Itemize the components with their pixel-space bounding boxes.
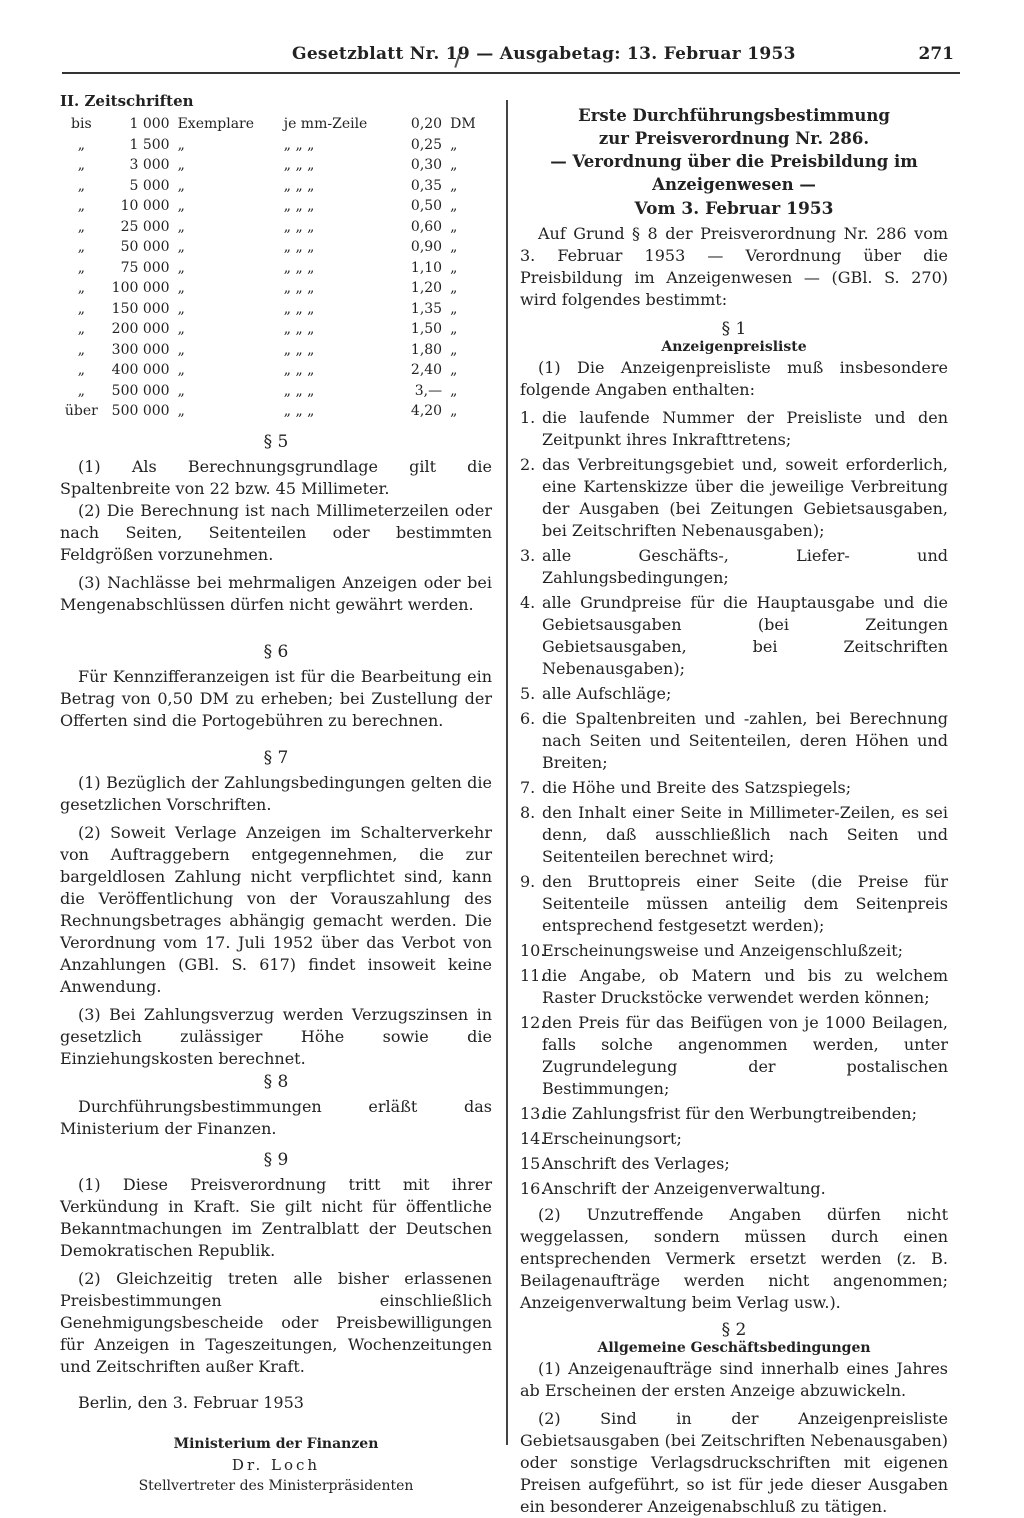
rate-cell-je: „ „ „ (283, 177, 315, 194)
list-item-text: Erscheinungsort; (542, 1129, 682, 1148)
rate-cell-num: 75 000 (120, 259, 170, 276)
s5-paragraph-1: (1) Als Berechnungsgrundlage gilt die Spaltenbreite von 22 bzw. 45 Millimeter. (60, 456, 492, 498)
rate-cell-num: 5 000 (129, 177, 170, 194)
s1-paragraph-1: (1) Die Anzeigenpreisliste muß insbesondere folgende Angaben enthalten: (520, 358, 948, 399)
section-7-mark: § 7 (263, 747, 289, 768)
list-item (520, 940, 948, 962)
s1-paragraph-2: (2) Unzutreffende Angaben dürfen nicht weggelassen, sondern müssen durch einen entsprechenden Vermerk ersetzt werden (z. B. Beilagenaufträge werden nicht angenommen; Anzeigenverwaltung beim Verlag usw.). (520, 1205, 948, 1312)
rate-cell-dm: „ (450, 177, 458, 194)
list-item (520, 592, 948, 680)
rate-cell-pre: „ (77, 280, 85, 296)
rate-cell-pre: „ (77, 321, 85, 337)
signature-block (60, 1434, 492, 1497)
rate-row (60, 299, 492, 320)
rate-cell-pre: „ (77, 362, 85, 378)
list-item (520, 708, 948, 774)
rate-cell-dm: „ (450, 136, 458, 153)
list-item-text: die laufende Nummer der Preisliste und den Zeitpunkt ihres Inkrafttretens; (542, 408, 948, 449)
place-date: Berlin, den 3. Februar 1953 (78, 1392, 304, 1412)
rate-cell-num: 50 000 (120, 239, 170, 255)
list-item-text: Erscheinungsweise und Anzeigenschlußzeit; (542, 941, 904, 960)
rate-row (60, 381, 492, 402)
rate-cell-ex: „ (177, 341, 185, 358)
list-item (520, 407, 948, 451)
rate-cell-ex: „ (177, 300, 185, 317)
rate-cell-je: „ „ „ (283, 382, 315, 399)
title-line-2: zur Preisverordnung Nr. 286. (598, 129, 870, 148)
rate-cell-num: 25 000 (120, 218, 170, 235)
rate-row (60, 135, 492, 156)
signature-name: Dr. Loch (231, 1455, 321, 1474)
rate-cell-ex: „ (177, 157, 185, 173)
list-item-number: 9. (520, 872, 536, 891)
list-item (520, 1178, 948, 1200)
list-item-text: die Höhe und Breite des Satzspiegels; (542, 778, 852, 797)
section-2-mark: § 2 (721, 1320, 747, 1340)
s5-paragraph-3: (3) Nachlässe bei mehrmaligen Anzeigen oder bei Mengenabschlüssen dürfen nicht gewährt werden. (60, 572, 492, 614)
right-column (520, 104, 948, 1518)
rate-cell-je: je mm-Zeile (283, 116, 368, 132)
rate-cell-dm: „ (450, 198, 458, 214)
list-item (520, 777, 948, 799)
rate-cell-price: 0,30 (410, 157, 443, 173)
section-9-mark: § 9 (263, 1149, 289, 1170)
title-date: Vom 3. Februar 1953 (634, 199, 834, 219)
s9-paragraph-2: (2) Gleichzeitig treten alle bisher erlassenen Preisbestimmungen einschließlich Genehmigungsbescheide oder Preisbewilligungen für Anzeigen in Tageszeitungen, Wochenzeitungen und Zeitschriften außer Kraft. (60, 1268, 492, 1376)
rate-cell-dm: „ (450, 403, 458, 419)
rate-row (60, 401, 492, 422)
s6-paragraph-1: Für Kennzifferanzeigen ist für die Bearbeitung ein Betrag von 0,50 DM zu erheben; bei Zustellung der Offerten sind die Portogebühren zu berechnen. (60, 666, 492, 730)
rate-cell-ex: „ (177, 259, 185, 276)
rate-row (60, 237, 492, 258)
rate-row (60, 319, 492, 340)
rate-cell-num: 500 000 (111, 403, 170, 419)
rate-cell-price: 0,25 (410, 136, 443, 153)
rate-cell-ex: „ (177, 362, 185, 378)
rate-cell-je: „ „ „ (283, 341, 315, 358)
rate-cell-ex: „ (177, 218, 185, 235)
rate-cell-ex: „ (177, 198, 185, 214)
rate-cell-price: 0,35 (410, 177, 443, 194)
rate-cell-dm: „ (450, 218, 458, 235)
s9-paragraph-1: (1) Diese Preisverordnung tritt mit ihrer Verkündung in Kraft. Sie gilt nicht für öffentliche Bekanntmachungen im Zentralblatt der Deutschen Demokratischen Republik. (60, 1174, 492, 1260)
rate-cell-price: 1,50 (410, 321, 443, 337)
rate-cell-je: „ „ „ (283, 280, 315, 296)
s7-paragraph-3: (3) Bei Zahlungsverzug werden Verzugszinsen in gesetzlich zulässiger Höhe sowie die Einziehungskosten berechnet. (60, 1004, 492, 1068)
rate-cell-price: 0,60 (410, 218, 443, 235)
list-item (520, 1012, 948, 1100)
s8-paragraph-1: Durchführungsbestimmungen erläßt das Ministerium der Finanzen. (60, 1096, 492, 1138)
rate-cell-dm: „ (450, 362, 458, 378)
section-1-mark: § 1 (721, 319, 747, 339)
list-item-text: den Preis für das Beifügen von je 1000 Beilagen, falls solche angenommen werden, unter Zugrundelegung der postalischen Bestimmungen; (542, 1013, 948, 1098)
rate-cell-pre: „ (77, 177, 85, 194)
rate-cell-je: „ „ „ (283, 300, 315, 317)
list-item-number: 16. (520, 1179, 546, 1198)
rate-cell-price: 3,— (414, 382, 443, 399)
list-item-number: 13. (520, 1104, 546, 1123)
rate-cell-ex: „ (177, 382, 185, 399)
rate-cell-price: 1,80 (410, 341, 443, 358)
s2-paragraph-2: (2) Sind in der Anzeigenpreisliste Gebietsausgaben (bei Zeitschriften Nebenausgaben) oder sonstige Verlagsdruckschriften mit eigenen Preisen aufgeführt, so ist für jede dieser Ausgaben ein besonderer Anzeigenabschluß zu tätigen. (520, 1409, 948, 1516)
rate-cell-pre: „ (77, 259, 85, 276)
rate-cell-je: „ „ „ (283, 198, 315, 214)
section-5-mark: § 5 (263, 431, 289, 452)
rate-cell-ex: „ (177, 403, 185, 419)
rate-cell-price: 4,20 (410, 403, 443, 419)
rate-row (60, 360, 492, 381)
rate-row (60, 258, 492, 279)
title-line-1: Erste Durchführungsbestimmung (578, 106, 890, 125)
rate-cell-je: „ „ „ (283, 362, 315, 378)
list-item-number: 6. (520, 709, 536, 728)
rate-cell-pre: „ (77, 218, 85, 235)
list-item (520, 454, 948, 542)
s7-paragraph-1: (1) Bezüglich der Zahlungsbedingungen gelten die gesetzlichen Vorschriften. (60, 772, 492, 814)
s5-paragraph-2: (2) Die Berechnung ist nach Millimeterzeilen oder nach Seiten, Seitenteilen oder bestimmten Feldgrößen vorzunehmen. (60, 500, 492, 564)
list-item-number: 12. (520, 1013, 546, 1032)
rate-cell-num: 10 000 (120, 198, 170, 214)
list-item-text: Anschrift des Verlages; (542, 1154, 730, 1173)
rate-cell-ex: „ (177, 177, 185, 194)
rate-cell-je: „ „ „ (283, 136, 315, 153)
list-item-number: 14. (520, 1129, 546, 1148)
rate-cell-ex: „ (177, 280, 185, 296)
section-6-mark: § 6 (263, 641, 289, 662)
rate-cell-dm: „ (450, 157, 458, 173)
rate-row (60, 155, 492, 176)
left-column (60, 92, 492, 1497)
s1-list (520, 407, 948, 1200)
list-item (520, 545, 948, 589)
list-item-number: 10. (520, 941, 546, 960)
list-item-number: 1. (520, 408, 536, 427)
rate-cell-pre: „ (77, 136, 85, 153)
rate-cell-dm: „ (450, 300, 458, 317)
rate-cell-price: 1,10 (410, 259, 443, 276)
list-item-text: die Zahlungsfrist für den Werbungtreibenden; (542, 1104, 917, 1123)
title-line-3: — Verordnung über die Preisbildung im (550, 152, 918, 171)
rate-row (60, 114, 492, 135)
rate-cell-pre: über (64, 403, 98, 419)
title-line-4: Anzeigenwesen — (652, 175, 816, 194)
rate-cell-pre: „ (77, 157, 85, 173)
rate-cell-je: „ „ „ (283, 239, 315, 255)
list-item-text: Anschrift der Anzeigenverwaltung. (542, 1179, 826, 1198)
rate-cell-dm: „ (450, 239, 458, 255)
rate-cell-price: 0,20 (410, 116, 443, 132)
list-item-text: die Angabe, ob Matern und bis zu welchem Raster Druckstöcke verwendet werden können; (542, 966, 948, 1007)
column-divider (506, 100, 508, 1445)
rate-cell-je: „ „ „ (283, 259, 315, 276)
list-item (520, 965, 948, 1009)
rate-cell-je: „ „ „ (283, 321, 315, 337)
section-2-heading: Allgemeine Geschäftsbedingungen (597, 1340, 871, 1356)
list-item (520, 871, 948, 937)
section-1-heading: Anzeigenpreisliste (661, 339, 807, 355)
list-item-text: das Verbreitungsgebiet und, soweit erforderlich, eine Kartenskizze über die jeweilige Verbreitung der Ausgaben (bei Zeitungen Gebietsausgaben, bei Zeitschriften Nebenausgaben); (542, 455, 948, 540)
list-item (520, 1103, 948, 1125)
rate-cell-num: 300 000 (111, 341, 170, 358)
rate-cell-num: 100 000 (111, 280, 170, 296)
rate-cell-num: 150 000 (111, 300, 170, 317)
rate-cell-dm: „ (450, 341, 458, 358)
list-item-number: 5. (520, 684, 536, 703)
rate-cell-pre: „ (77, 239, 85, 255)
list-item-number: 8. (520, 803, 536, 822)
rate-row (60, 278, 492, 299)
list-item-number: 7. (520, 778, 536, 797)
rate-cell-pre: „ (77, 382, 85, 399)
rate-cell-num: 3 000 (129, 157, 170, 173)
rate-cell-price: 0,50 (410, 198, 443, 214)
rate-cell-ex: „ (177, 321, 185, 337)
rate-row (60, 217, 492, 238)
rate-cell-price: 1,35 (410, 300, 443, 317)
list-item-number: 11. (520, 966, 546, 985)
rate-cell-ex: Exemplare (177, 116, 255, 132)
list-item (520, 802, 948, 868)
rate-cell-price: 1,20 (410, 280, 443, 296)
rate-cell-dm: „ (450, 259, 458, 276)
list-item-number: 4. (520, 593, 536, 612)
rate-cell-dm: „ (450, 321, 458, 337)
rate-cell-price: 0,90 (410, 239, 443, 255)
list-item-number: 3. (520, 546, 536, 565)
rate-cell-je: „ „ „ (283, 157, 315, 173)
decree-title (520, 104, 948, 221)
rate-table (60, 114, 492, 422)
rate-cell-pre: „ (77, 300, 85, 317)
rate-cell-je: „ „ „ (283, 403, 315, 419)
list-item-number: 2. (520, 455, 536, 474)
list-item-text: den Inhalt einer Seite in Millimeter-Zeilen, es sei denn, daß ausschließlich nach Seiten und Seitenteilen berechnet wird; (542, 803, 948, 866)
rate-cell-pre: „ (77, 341, 85, 358)
rate-row (60, 340, 492, 361)
rate-cell-num: 200 000 (111, 321, 170, 337)
rate-cell-pre: „ (77, 198, 85, 214)
rate-cell-pre: bis (71, 116, 92, 132)
list-item-text: alle Aufschläge; (542, 684, 672, 703)
rate-cell-ex: „ (177, 239, 185, 255)
list-item-text: alle Geschäfts-, Liefer- und Zahlungsbedingungen; (542, 546, 948, 587)
rate-cell-num: 1 500 (129, 136, 170, 153)
signature-role: Stellvertreter des Ministerpräsidenten (138, 1477, 414, 1494)
section-8-mark: § 8 (263, 1071, 289, 1092)
rate-cell-ex: „ (177, 136, 185, 153)
rate-cell-num: 1 000 (129, 116, 170, 132)
rate-cell-price: 2,40 (410, 362, 443, 378)
s2-paragraph-1: (1) Anzeigenaufträge sind innerhalb eines Jahres ab Erscheinen der ersten Anzeige abzuwickeln. (520, 1359, 948, 1400)
list-item (520, 1128, 948, 1150)
list-item-text: alle Grundpreise für die Hauptausgabe und die Gebietsausgaben (bei Zeitungen Gebietsausgaben, bei Zeitschriften Nebenausgaben); (542, 593, 948, 678)
list-item-text: den Bruttopreis einer Seite (die Preise für Seitenteile müssen anteilig dem Seitenpreis entsprechend festgesetzt werden); (542, 872, 948, 935)
rate-cell-num: 500 000 (111, 382, 170, 399)
list-item-number: 15. (520, 1154, 546, 1173)
header-title: Gesetzblatt Nr. 19 — Ausgabetag: 13. Februar 1953 (292, 44, 796, 64)
page-number: 271 (918, 44, 954, 64)
rate-cell-num: 400 000 (111, 362, 170, 378)
rate-cell-dm: „ (450, 382, 458, 399)
list-item (520, 683, 948, 705)
list-item-text: die Spaltenbreiten und -zahlen, bei Berechnung nach Seiten und Seitenteilen, deren Höhen und Breiten; (542, 709, 948, 772)
list-item (520, 1153, 948, 1175)
page-header (62, 44, 960, 74)
intro-paragraph: Auf Grund § 8 der Preisverordnung Nr. 286 vom 3. Februar 1953 — Verordnung über die Preisbildung im Anzeigenwesen — (GBl. S. 270) wird folgendes bestimmt: (520, 224, 948, 309)
signature-org: Ministerium der Finanzen (173, 1435, 379, 1452)
rate-cell-je: „ „ „ (283, 218, 315, 235)
rate-row (60, 176, 492, 197)
rate-cell-dm: DM (450, 116, 476, 132)
rate-cell-dm: „ (450, 280, 458, 296)
s7-paragraph-2: (2) Soweit Verlage Anzeigen im Schalterverkehr von Auftraggebern entgegennehmen, die zur bargeldlosen Zahlung nicht verpflichtet sind, kann die Veröffentlichung von der Vorauszahlung des Rechnungsbetrages abhängig gemacht werden. Die Verordnung vom 17. Juli 1952 über das Verbot von Anzahlungen (GBl. S. 617) findet insoweit keine Anwendung. (60, 822, 492, 996)
zeitschriften-heading: II. Zeitschriften (60, 92, 194, 110)
rate-row (60, 196, 492, 217)
